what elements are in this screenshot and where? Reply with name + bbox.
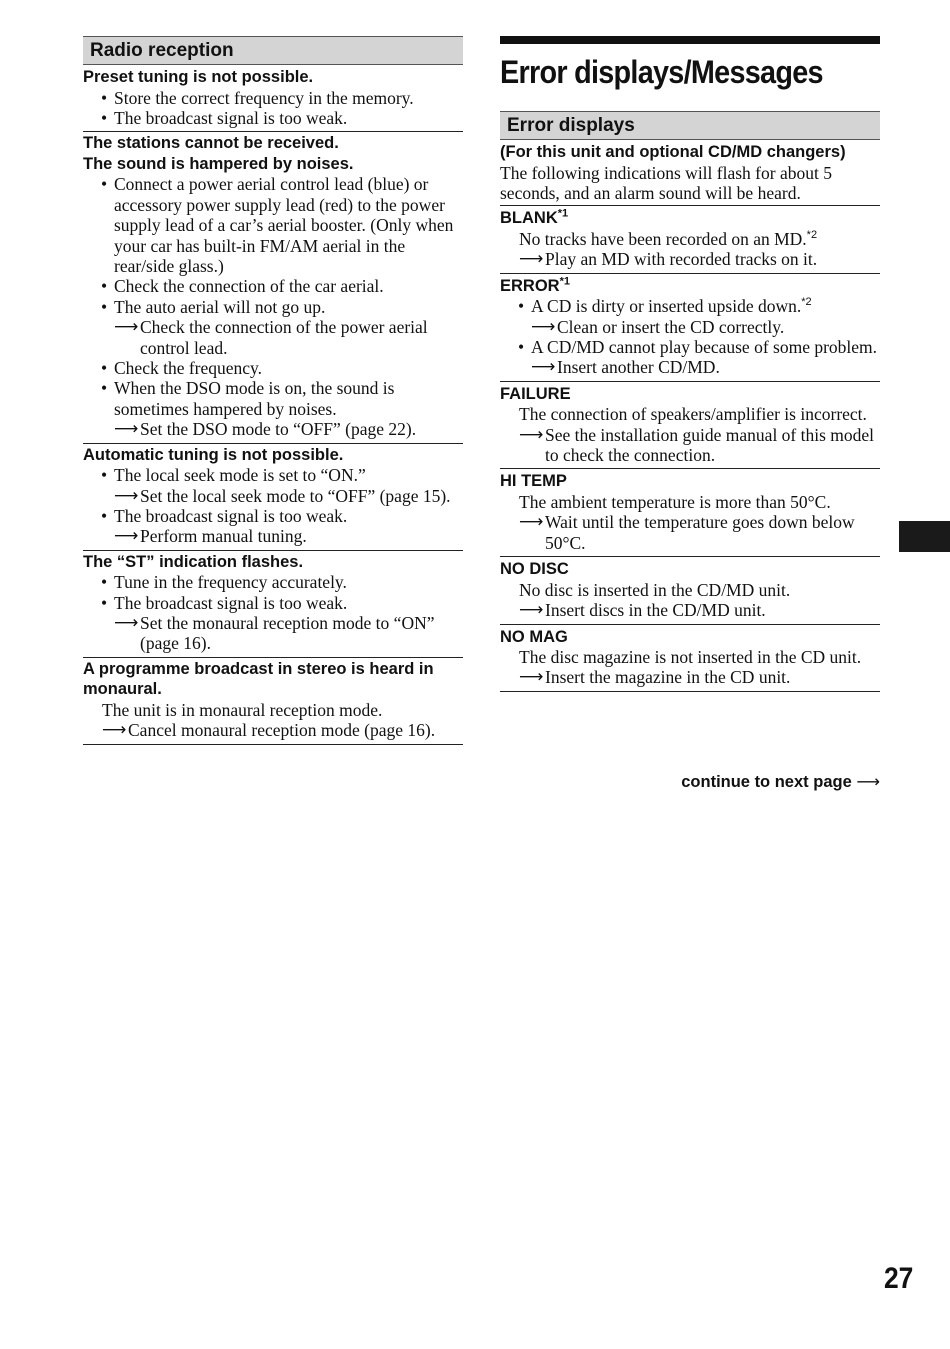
right-arrow-icon: ⟶ xyxy=(519,600,543,621)
error-label: NO MAG xyxy=(500,627,568,646)
problem-heading: Preset tuning is not possible. xyxy=(83,68,314,86)
troubleshoot-entry xyxy=(83,65,463,132)
troubleshoot-entry xyxy=(83,132,463,443)
list-item: • The broadcast signal is too weak. xyxy=(114,108,463,128)
title-rule xyxy=(500,36,880,44)
error-label: BLANK$^{*1}$ xyxy=(500,207,569,228)
remedy: ⟶ Clean or insert the CD correctly. xyxy=(531,316,785,337)
list-item: • The broadcast signal is too weak. ⟶ Set the monaural reception mode to “ON” (page 16). xyxy=(114,593,463,654)
right-arrow-icon: ⟶ xyxy=(114,317,138,338)
right-arrow-icon: ⟶ xyxy=(114,613,138,634)
error-displays-column xyxy=(500,36,880,692)
list-item: • The local seek mode is set to “ON.” ⟶ Set the local seek mode to “OFF” (page 15). xyxy=(114,465,463,506)
remedy: ⟶ Wait until the temperature goes down below 50°C. xyxy=(519,512,855,553)
troubleshoot-entry xyxy=(83,658,463,745)
section-tab-marker xyxy=(899,521,950,552)
cause-text: The unit is in monaural reception mode. xyxy=(102,699,383,720)
error-label: ERROR$^{*1}$ xyxy=(500,275,570,295)
remedy: ⟶ Set the DSO mode to “OFF” (page 22). xyxy=(114,419,417,440)
list-item: • Tune in the frequency accurately. xyxy=(114,572,463,592)
error-cause: The disc magazine is not inserted in the CD unit. xyxy=(519,647,862,667)
right-arrow-icon: ⟶ xyxy=(114,419,138,440)
intro-text: The following indications will flash for about 5 seconds, and an alarm sound will be heard. xyxy=(500,162,832,203)
error-cause: The connection of speakers/amplifier is incorrect. xyxy=(519,404,867,425)
right-arrow-icon: ⟶ xyxy=(102,720,126,741)
right-arrow-icon: ⟶ xyxy=(519,667,543,688)
error-cause: No disc is inserted in the CD/MD unit. xyxy=(519,579,791,600)
footnote-mark: *1 xyxy=(559,275,570,288)
right-arrow-icon: ⟶ xyxy=(856,772,880,791)
right-arrow-icon: ⟶ xyxy=(519,249,543,270)
footnote-mark: *2 xyxy=(806,228,818,241)
remedy: ⟶ Check the connection of the power aerial control lead. xyxy=(114,317,428,358)
right-arrow-icon: ⟶ xyxy=(519,512,543,533)
right-arrow-icon: ⟶ xyxy=(519,424,543,445)
list-item: • Check the connection of the car aerial. xyxy=(114,276,463,296)
error-item-failure xyxy=(500,382,880,470)
error-item-hi-temp xyxy=(500,469,880,557)
remedy: ⟶ Insert discs in the CD/MD unit. xyxy=(519,600,766,621)
error-cause: No tracks have been recorded on an MD.$^{*2}$ xyxy=(519,228,818,249)
list-item: • Check the frequency. xyxy=(114,358,463,378)
footnote-mark: *2 xyxy=(801,296,812,309)
radio-reception-column xyxy=(83,36,463,745)
list-item: • The auto aerial will not go up. ⟶ Check the connection of the power aerial control lead. xyxy=(114,297,463,358)
list-item: • When the DSO mode is on, the sound is sometimes hampered by noises. ⟶ Set the DSO mode to “OFF” (page 22). xyxy=(114,378,463,439)
footnote-mark: *1 xyxy=(557,207,569,220)
remedy: ⟶ See the installation guide manual of this model to check the connection. xyxy=(519,424,875,466)
remedy: ⟶ Perform manual tuning. xyxy=(114,526,307,547)
remedy: ⟶ Set the local seek mode to “OFF” (page 15). xyxy=(114,485,451,506)
section-title-radio-reception: Radio reception xyxy=(83,36,463,65)
remedy: ⟶ Insert another CD/MD. xyxy=(531,357,720,378)
error-item-no-mag xyxy=(500,625,880,692)
error-item-no-disc xyxy=(500,557,880,624)
error-item-error xyxy=(500,274,880,382)
error-item-blank xyxy=(500,206,880,273)
intro-block xyxy=(500,140,880,206)
right-arrow-icon: ⟶ xyxy=(114,485,138,506)
problem-heading: A programme broadcast in stereo is heard in monaural. xyxy=(83,659,434,699)
page-title: Error displays/Messages xyxy=(500,54,823,90)
remedy: ⟶ Insert the magazine in the CD unit. xyxy=(519,667,791,688)
continue-next-page: continue to next page ⟶ xyxy=(681,772,880,791)
right-arrow-icon: ⟶ xyxy=(114,526,138,547)
section-title-error-displays: Error displays xyxy=(500,111,880,140)
right-arrow-icon: ⟶ xyxy=(531,357,555,378)
remedy: ⟶ Play an MD with recorded tracks on it. xyxy=(519,249,818,270)
troubleshoot-entry xyxy=(83,444,463,551)
problem-heading: The “ST” indication flashes. xyxy=(83,552,304,571)
remedy: ⟶ Set the monaural reception mode to “ON” (page 16). xyxy=(114,613,435,654)
problem-heading: Automatic tuning is not possible. xyxy=(83,445,344,464)
right-arrow-icon: ⟶ xyxy=(531,316,555,337)
list-item: • Connect a power aerial control lead (blue) or accessory power supply lead (red) to the power supply lead of a car’s aerial booster. (Only when your car has built-in FM/AM aerial in the rear/side glass.) xyxy=(114,174,463,276)
error-label: HI TEMP xyxy=(500,472,567,491)
list-item: • A CD/MD cannot play because of some problem. ⟶ Insert another CD/MD. xyxy=(531,337,880,378)
troubleshoot-entry xyxy=(83,551,463,658)
problem-heading: The sound is hampered by noises. xyxy=(83,154,354,173)
remedy: ⟶ Cancel monaural reception mode (page 16). xyxy=(102,720,436,741)
page-number: 27 xyxy=(884,1262,914,1295)
list-item: • Store the correct frequency in the memory. xyxy=(114,88,463,108)
list-item: • The broadcast signal is too weak. ⟶ Perform manual tuning. xyxy=(114,506,463,547)
problem-heading: The stations cannot be received. xyxy=(83,134,339,153)
error-label: NO DISC xyxy=(500,560,569,579)
error-cause: The ambient temperature is more than 50°C. xyxy=(519,491,831,512)
subtitle: (For this unit and optional CD/MD changers) xyxy=(500,143,846,161)
list-item: • A CD is dirty or inserted upside down.$^{*2}$ ⟶ Clean or insert the CD correctly. xyxy=(531,296,880,337)
error-label: FAILURE xyxy=(500,384,571,403)
